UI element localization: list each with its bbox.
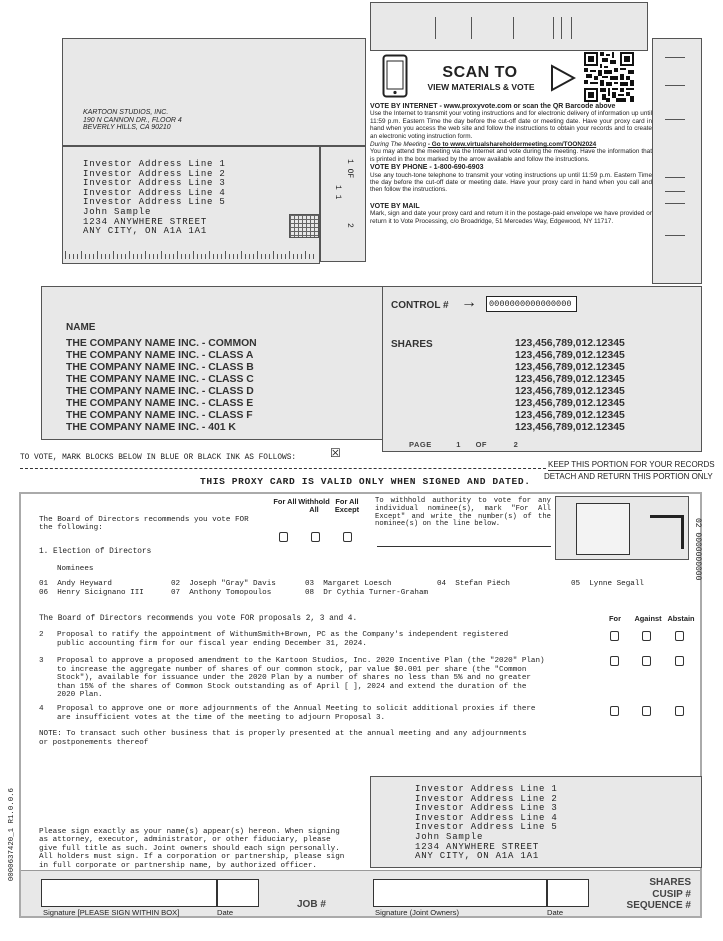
barcode-bar [435, 17, 436, 39]
investor-address-line: Investor Address Line 3 [415, 803, 558, 814]
investor-address-line: John Sample [415, 831, 484, 842]
investor-address-line: Investor Address Line 2 [83, 168, 226, 179]
col-against: Against [634, 614, 662, 623]
company-name: THE COMPANY NAME INC. - CLASS C [66, 374, 254, 385]
joint-signature-label: Signature (Joint Owners) [375, 908, 459, 917]
vote-mail-body: Mark, sign and date your proxy card and return it in the postage-paid envelope we have provided or return it to Vote Processing, c/o Broadridge, 51 Mercedes Way, Edgewood, NY 11717. [370, 210, 652, 225]
vote-meeting-body: You may attend the meeting via the Internet and vote during the meeting. Have the information that is printed in the box marked by the arrow available and follow the instructions. [370, 148, 652, 163]
keep-underline [548, 470, 702, 471]
company-name: THE COMPANY NAME INC. - CLASS E [66, 398, 254, 409]
name-label: NAME [66, 322, 96, 333]
proposal-2-abstain-checkbox[interactable] [675, 631, 684, 641]
page-label: PAGE [409, 440, 432, 449]
col-withhold-all: Withhold All [298, 497, 330, 514]
investor-address-line: Investor Address Line 2 [415, 793, 558, 804]
share-value: 123,456,789,012.12345 [515, 398, 625, 409]
nominee-03 [305, 580, 392, 589]
nominee-name: Henry Sicignano III [57, 589, 144, 597]
keep-portion-text: KEEP THIS PORTION FOR YOUR RECORDS [548, 460, 715, 469]
meeting-label: During The Meeting [370, 141, 427, 149]
share-value: 123,456,789,012.12345 [515, 386, 625, 397]
share-value: 123,456,789,012.12345 [515, 362, 625, 373]
proposal-3-abstain-checkbox[interactable] [675, 656, 684, 666]
vote-phone-body: Use any touch-tone telephone to transmit your voting instructions up until 11:59 p.m. Eastern Time the day before the cut-off date or meeting date. Have your proxy card in hand when you call and then follow the instructions. [370, 171, 652, 194]
col-for: For [609, 614, 621, 623]
proposal-3-number: 3 [39, 657, 44, 665]
sequence-label: SEQUENCE # [626, 900, 691, 912]
investor-address-line: 1234 ANYWHERE STREET [83, 216, 208, 227]
page-of-vertical: 1 OF [345, 159, 354, 179]
qr-code-icon [584, 52, 634, 102]
nominee-01 [39, 580, 112, 589]
withhold-all-checkbox[interactable] [311, 532, 320, 542]
col-abstain: Abstain [667, 614, 695, 623]
company-names [66, 338, 257, 434]
withhold-note: To withhold authority to vote for any individual nominee(s), mark "For All Except" and write the number(s) of the nominee(s) on the line below. [375, 497, 551, 529]
nominee-write-in-line[interactable] [377, 546, 551, 547]
shares-cusip-sequence [613, 877, 691, 912]
side-code: 0000637420_1 R1.0.0.6 [8, 788, 16, 882]
barcode-bar [561, 17, 562, 39]
nominee-name: Anthony Tomopoulos [189, 589, 272, 597]
page-of-vertical-2: 1 1 [333, 185, 342, 200]
share-value: 123,456,789,012.12345 [515, 422, 625, 433]
example-mark-icon: ☒ [330, 446, 341, 460]
investor-address-line: 1234 ANYWHERE STREET [415, 841, 540, 852]
share-value: 123,456,789,012.12345 [515, 338, 625, 349]
right-margin-strip [652, 38, 702, 284]
nominee-number: 03 [305, 580, 315, 588]
investor-address-line: Investor Address Line 5 [83, 197, 226, 208]
investor-address-line: Investor Address Line 5 [415, 822, 558, 833]
page-of-vertical-3: 2 [345, 223, 354, 228]
for-all-except-checkbox[interactable] [343, 532, 352, 542]
page-of: OF [475, 440, 487, 449]
share-value: 123,456,789,012.12345 [515, 410, 625, 421]
proposal-3-text: Proposal to approve a proposed amendment to the Kartoon Studios, Inc. 2020 Incentive Plan (the "2020" Plan) to increase the aggregate number of shares of our common stock, par value $0.001 per share (the "Common Stock"), available for issuance under the 2020 Plan by a number of shares no less than 5% and no greater than 15% of the shares of Common Stock outstanding as of April [ ], 2024 and extend the duration of the 2020 Plan. [57, 657, 545, 700]
proposal-4-abstain-checkbox[interactable] [675, 706, 684, 716]
date-label: Date [217, 908, 234, 917]
control-number: 0000000000000000 [486, 296, 577, 312]
investor-address-line: ANY CITY, ON A1A 1A1 [83, 226, 208, 237]
share-values [515, 338, 625, 434]
proposal-3-against-checkbox[interactable] [642, 656, 651, 666]
nominee-name: Margaret Loesch [323, 580, 392, 588]
share-value: 123,456,789,012.12345 [515, 350, 625, 361]
proposal-4-against-checkbox[interactable] [642, 706, 651, 716]
for-all-checkbox[interactable] [279, 532, 288, 542]
sign-instructions: Please sign exactly as your name(s) appear(s) hereon. When signing as attorney, executor, administrator, or other fiduciary, please give full title as such. Joint owners should each sign personally. All holders must sign. If a corporation or partnership, please sign in full corporate or partnership name, by authorized officer. [39, 828, 345, 870]
joint-signature-box[interactable] [373, 879, 547, 907]
investor-address-line: Investor Address Line 4 [415, 812, 558, 823]
page-number: 1 [456, 440, 461, 449]
nominee-04 [437, 580, 510, 589]
proposal-4-text: Proposal to approve one or more adjournments of the Annual Meeting to solicit additional proxies if there are insufficient votes at the time of the meeting to adjourn Proposal 3. [57, 705, 536, 722]
shares-label: SHARES [391, 339, 433, 350]
proposal-2-for-checkbox[interactable] [610, 631, 619, 641]
nominee-number: 08 [305, 589, 315, 597]
corner-mark-icon [650, 515, 684, 549]
proposal-2-text: Proposal to ratify the appointment of WithumSmith+Brown, PC as the Company's independent registered public accounting firm for our fiscal year ending December 31, 2024. [57, 631, 509, 648]
nominee-name: Joseph "Gray" Davis [189, 580, 276, 588]
top-barcode-box [370, 2, 648, 51]
arrow-right-icon: → [461, 294, 477, 311]
barcode-bar [553, 17, 554, 39]
nominee-02 [171, 580, 276, 589]
page-indicator-box [320, 146, 366, 262]
nominee-number: 06 [39, 589, 49, 597]
investor-address-line: Investor Address Line 4 [83, 187, 226, 198]
investor-address-box-2 [370, 776, 702, 868]
company-name: THE COMPANY NAME INC. - CLASS D [66, 386, 254, 397]
joint-date-label: Date [547, 908, 564, 917]
control-shares-box [382, 286, 702, 452]
scan-header [380, 52, 650, 102]
detach-portion-text: DETACH AND RETURN THIS PORTION ONLY [544, 472, 713, 481]
nominees-label: Nominees [57, 565, 94, 573]
ruler-ticks [65, 251, 319, 261]
company-name: THE COMPANY NAME INC. - CLASS B [66, 362, 254, 373]
return-address-box [62, 38, 366, 146]
corner-mark-inner [576, 503, 630, 555]
col-for-all-except: For All Except [334, 497, 360, 514]
valid-only-text: THIS PROXY CARD IS VALID ONLY WHEN SIGNED AND DATED. [200, 476, 531, 487]
play-arrow-icon [550, 64, 576, 92]
proposal-2-number: 2 [39, 631, 44, 639]
investor-address-line: Investor Address Line 1 [415, 784, 558, 794]
proposal-4-for-checkbox[interactable] [610, 706, 619, 716]
barcode-bar [471, 17, 472, 39]
nominee-05 [571, 580, 644, 589]
date-box[interactable] [217, 879, 259, 907]
corner-mark-box [555, 496, 689, 560]
nominee-number: 02 [171, 580, 181, 588]
investor-address-2 [415, 785, 558, 862]
nominee-name: Dr Cythia Turner-Graham [323, 589, 429, 597]
proposal-4-number: 4 [39, 705, 44, 713]
signature-box[interactable] [41, 879, 217, 907]
to-vote-instruction: TO VOTE, MARK BLOCKS BELOW IN BLUE OR BLACK INK AS FOLLOWS: [20, 454, 297, 462]
nominee-name: Lynne Segall [589, 580, 644, 588]
company-name: THE COMPANY NAME INC. - 401 K [66, 422, 236, 433]
shares-footer-label: SHARES [649, 877, 691, 888]
proposal-2-against-checkbox[interactable] [642, 631, 651, 641]
investor-address-line: ANY CITY, ON A1A 1A1 [415, 851, 540, 862]
investor-address-box [62, 146, 320, 264]
meeting-link[interactable]: - Go to www.virtualshareholdermeeting.com/TOON2024 [427, 141, 597, 149]
nominee-06 [39, 589, 144, 598]
vote-mail-heading: VOTE BY MAIL [370, 202, 420, 210]
job-label: JOB # [297, 899, 326, 910]
barcode-bar [513, 17, 514, 39]
share-value: 123,456,789,012.12345 [515, 374, 625, 385]
return-address-line: BEVERLY HILLS, CA 90210 [83, 124, 171, 131]
investor-address-line: John Sample [83, 206, 152, 217]
right-code: 02 0000000000 [693, 518, 702, 581]
nominee-number: 04 [437, 580, 447, 588]
item-1-label: 1. Election of Directors [39, 548, 152, 556]
signature-label: Signature [PLEASE SIGN WITHIN BOX] [43, 908, 180, 917]
nominee-07 [171, 589, 271, 598]
grid-icon [289, 214, 319, 238]
cusip-label: CUSIP # [652, 888, 691, 900]
company-name: THE COMPANY NAME INC. - CLASS F [66, 410, 253, 421]
proposal-3-for-checkbox[interactable] [610, 656, 619, 666]
signature-strip [21, 870, 700, 916]
page-total: 2 [513, 440, 519, 449]
name-box [41, 286, 383, 440]
investor-address [83, 160, 226, 237]
company-name: THE COMPANY NAME INC. - CLASS A [66, 350, 254, 361]
nominee-number: 07 [171, 589, 181, 597]
note-text: NOTE: To transact such other business that is properly presented at the annual meeting and any adjournments or postponements thereof [39, 730, 527, 747]
investor-address-line: Investor Address Line 1 [83, 159, 226, 169]
col-for-all: For All [273, 497, 297, 506]
dashed-separator [20, 468, 546, 469]
phone-icon [382, 54, 408, 98]
joint-date-box[interactable] [547, 879, 589, 907]
nominee-number: 01 [39, 580, 49, 588]
return-address [83, 109, 182, 132]
company-name: THE COMPANY NAME INC. - COMMON [66, 338, 257, 349]
return-address-line: 190 N CANNON DR., FLOOR 4 [83, 116, 182, 124]
board-recommend: The Board of Directors recommends you vote FOR the following: [39, 516, 249, 533]
vote-internet-body: Use the Internet to transmit your voting instructions and for electronic delivery of information up until 11:59 p.m. Eastern Time the day before the cut-off date or meeting date. Have your proxy card in hand when you access the web site and follow the instructions to obtain your records and to create an electronic voting instruction form. [370, 110, 652, 140]
control-label: CONTROL # [391, 300, 449, 311]
nominee-name: Andy Heyward [57, 580, 112, 588]
investor-address-line: Investor Address Line 3 [83, 178, 226, 189]
board-recommend-2: The Board of Directors recommends you vote FOR proposals 2, 3 and 4. [39, 615, 358, 623]
nominee-name: Stefan Piëch [455, 580, 510, 588]
page-indicator [409, 440, 518, 449]
nominee-number: 05 [571, 580, 581, 588]
scan-subtitle: VIEW MATERIALS & VOTE [427, 82, 535, 92]
nominee-08 [305, 589, 428, 598]
ballot-card [19, 492, 702, 918]
vote-internet-heading: VOTE BY INTERNET - www.proxyvote.com or scan the QR Barcode above [370, 103, 616, 110]
scan-title: SCAN TO [442, 64, 518, 81]
return-address-line: KARTOON STUDIOS, INC. [83, 109, 169, 116]
vote-instructions [370, 103, 652, 225]
barcode-bar [571, 17, 572, 39]
vote-phone-heading: VOTE BY PHONE - 1-800-690-6903 [370, 164, 484, 172]
